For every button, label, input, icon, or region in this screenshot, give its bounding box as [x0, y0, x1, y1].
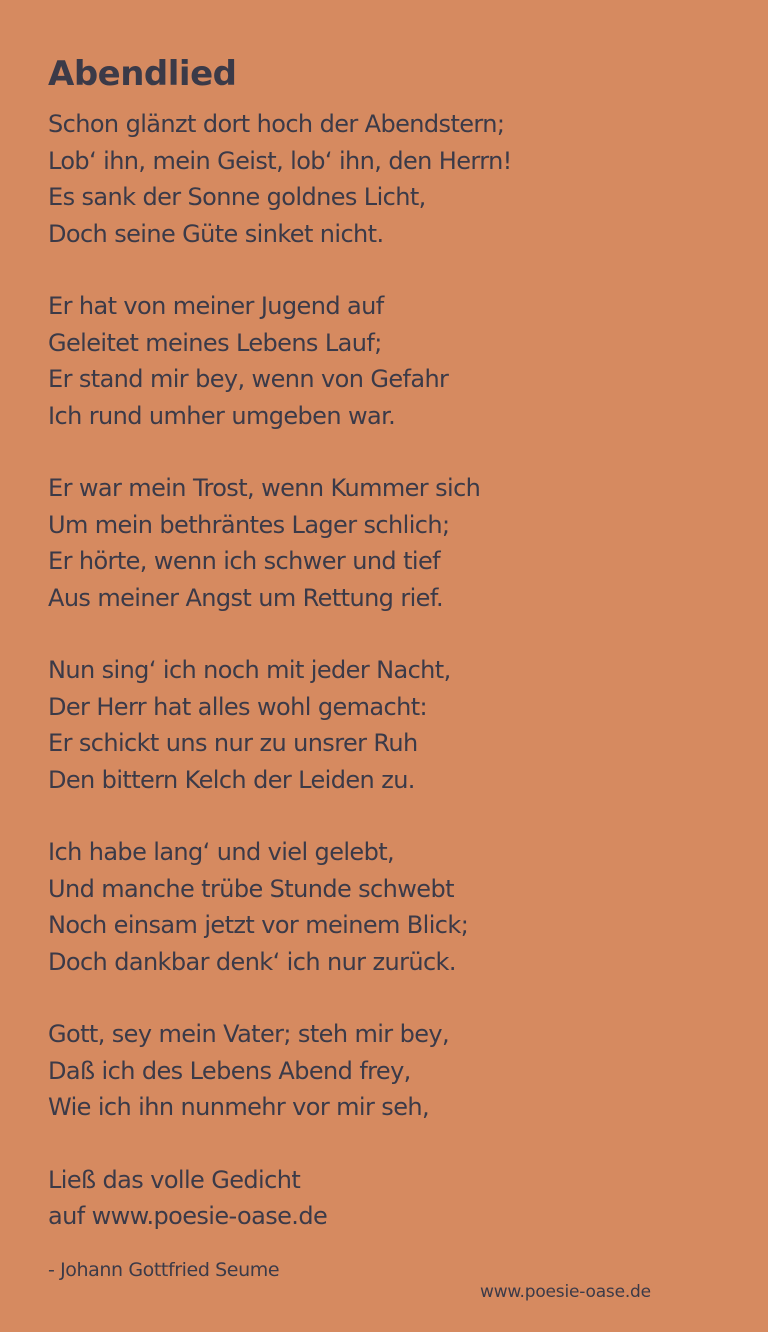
stanza-2 [48, 288, 728, 434]
poem-line: Es sank der Sonne goldnes Licht, [48, 183, 426, 211]
poem-line: Gott, sey mein Vater; steh mir bey, [48, 1020, 450, 1048]
poem-line: Der Herr hat alles wohl gemacht: [48, 692, 428, 721]
poem-line: Ich rund umher umgeben war. [48, 401, 396, 430]
poem-line: Und manche trübe Stunde schwebt [48, 874, 454, 903]
poem-line: Noch einsam jetzt vor meinem Blick; [48, 911, 469, 939]
stanza-5 [48, 834, 728, 980]
stanza-1 [48, 106, 728, 252]
poem-line: Um mein bethräntes Lager schlich; [48, 510, 450, 539]
poem-line: Ich habe lang‘ und viel gelebt, [48, 838, 395, 866]
poem-line: Lob‘ ihn, mein Geist, lob‘ ihn, den Herrn! [48, 146, 512, 175]
poem-line: Er stand mir bey, wenn von Gefahr [48, 365, 449, 393]
poem-line: Er hat von meiner Jugend auf [48, 292, 384, 320]
poem-card [48, 52, 728, 1271]
poem-line: Geleitet meines Lebens Lauf; [48, 328, 382, 357]
poem-line: Er hörte, wenn ich schwer und tief [48, 547, 440, 575]
cta-line: auf www.poesie-oase.de [48, 1202, 328, 1230]
poem-line: Er schickt uns nur zu unsrer Ruh [48, 729, 418, 757]
poem-line: Den bittern Kelch der Leiden zu. [48, 765, 415, 794]
poem-line: Schon glänzt dort hoch der Abendstern; [48, 110, 505, 138]
cta-line: Ließ das volle Gedicht [48, 1165, 301, 1194]
footer-website-url: www.poesie-oase.de [480, 1282, 651, 1302]
poem-line: Doch dankbar denk‘ ich nur zurück. [48, 947, 456, 976]
poem-line: Nun sing‘ ich noch mit jeder Nacht, [48, 656, 451, 684]
stanza-3 [48, 470, 728, 616]
poem-line: Wie ich ihn nunmehr vor mir seh, [48, 1093, 430, 1121]
poem-author: - Johann Gottfried Seume [48, 1259, 280, 1281]
stanza-6 [48, 1016, 728, 1126]
poem-line: Doch seine Güte sinket nicht. [48, 219, 384, 248]
poem-line: Daß ich des Lebens Abend frey, [48, 1056, 411, 1085]
poem-line: Aus meiner Angst um Rettung rief. [48, 583, 443, 612]
stanza-4 [48, 652, 728, 798]
read-full-poem-cta [48, 1162, 728, 1235]
poem-title: Abendlied [48, 54, 237, 94]
poem-line: Er war mein Trost, wenn Kummer sich [48, 474, 481, 502]
